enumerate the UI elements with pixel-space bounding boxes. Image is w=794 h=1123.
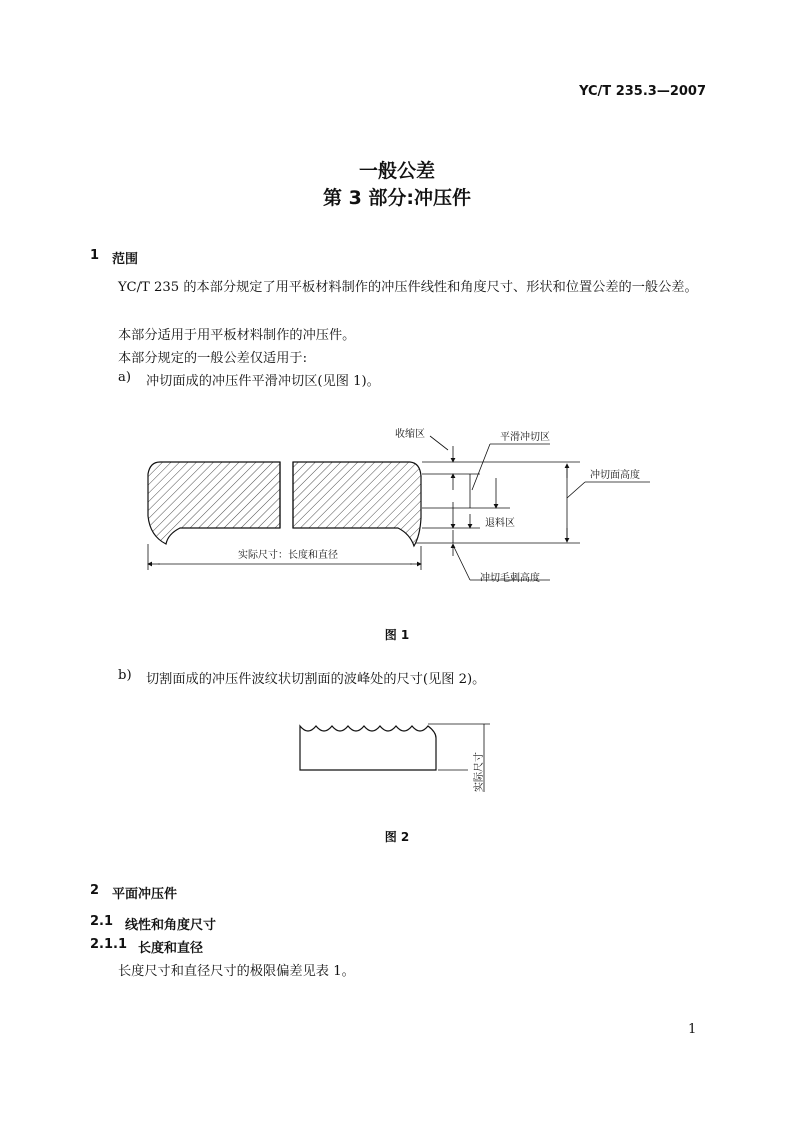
label-smooth-zone: 平滑冲切区 xyxy=(500,432,550,443)
section-2-1-1-number: 2.1.1 xyxy=(90,937,128,952)
wavy-cut-part xyxy=(300,726,436,770)
section-2-title: 平面冲压件 xyxy=(112,887,178,902)
stamped-part-left xyxy=(148,462,280,544)
document-title: 一般公差 xyxy=(358,160,435,182)
list-item-b-text: 切割面成的冲压件波纹状切割面的波峰处的尺寸(见图 2)。 xyxy=(146,672,486,687)
figure-2-caption: 图 2 xyxy=(384,830,410,844)
standard-number: YC/T 235.3—2007 xyxy=(579,84,706,99)
label-shrink-zone: 收缩区 xyxy=(395,429,425,440)
list-item-b-marker: b) xyxy=(118,668,132,683)
section-2-1-number: 2.1 xyxy=(90,914,114,929)
label-actual-size-2: 实际尺寸 xyxy=(474,752,485,792)
document-subtitle: 第 3 部分:冲压件 xyxy=(322,187,472,209)
section-2-1-1-title: 长度和直径 xyxy=(138,941,204,956)
figure-1-caption: 图 1 xyxy=(384,628,410,642)
section-2-number: 2 xyxy=(90,883,100,898)
figure-1-diagram xyxy=(130,418,670,598)
label-actual-size: 实际尺寸：长度和直径 xyxy=(238,550,338,561)
section-1-number: 1 xyxy=(90,248,100,263)
section-1-paragraph-2: 本部分适用于用平板材料制作的冲压件。 xyxy=(118,328,356,343)
section-1-paragraph-3: 本部分规定的一般公差仅适用于: xyxy=(118,351,308,366)
page-number: 1 xyxy=(688,1022,697,1037)
label-retreat-zone: 退料区 xyxy=(485,518,515,529)
figure-2-diagram xyxy=(290,712,510,812)
label-burr-height: 冲切毛刺高度 xyxy=(480,573,540,584)
section-2-1-title: 线性和角度尺寸 xyxy=(125,918,217,933)
section-1-paragraph-1: YC/T 235 的本部分规定了用平板材料制作的冲压件线性和角度尺寸、形状和位置公差的一般公差。 xyxy=(118,280,698,295)
list-item-a-marker: a) xyxy=(118,370,132,385)
label-face-height: 冲切面高度 xyxy=(590,470,640,481)
stamped-part-right xyxy=(293,462,421,546)
list-item-a-text: 冲切面成的冲压件平滑冲切区(见图 1)。 xyxy=(146,374,380,389)
section-2-paragraph-1: 长度尺寸和直径尺寸的极限偏差见表 1。 xyxy=(118,964,355,979)
section-1-title: 范围 xyxy=(112,252,139,267)
